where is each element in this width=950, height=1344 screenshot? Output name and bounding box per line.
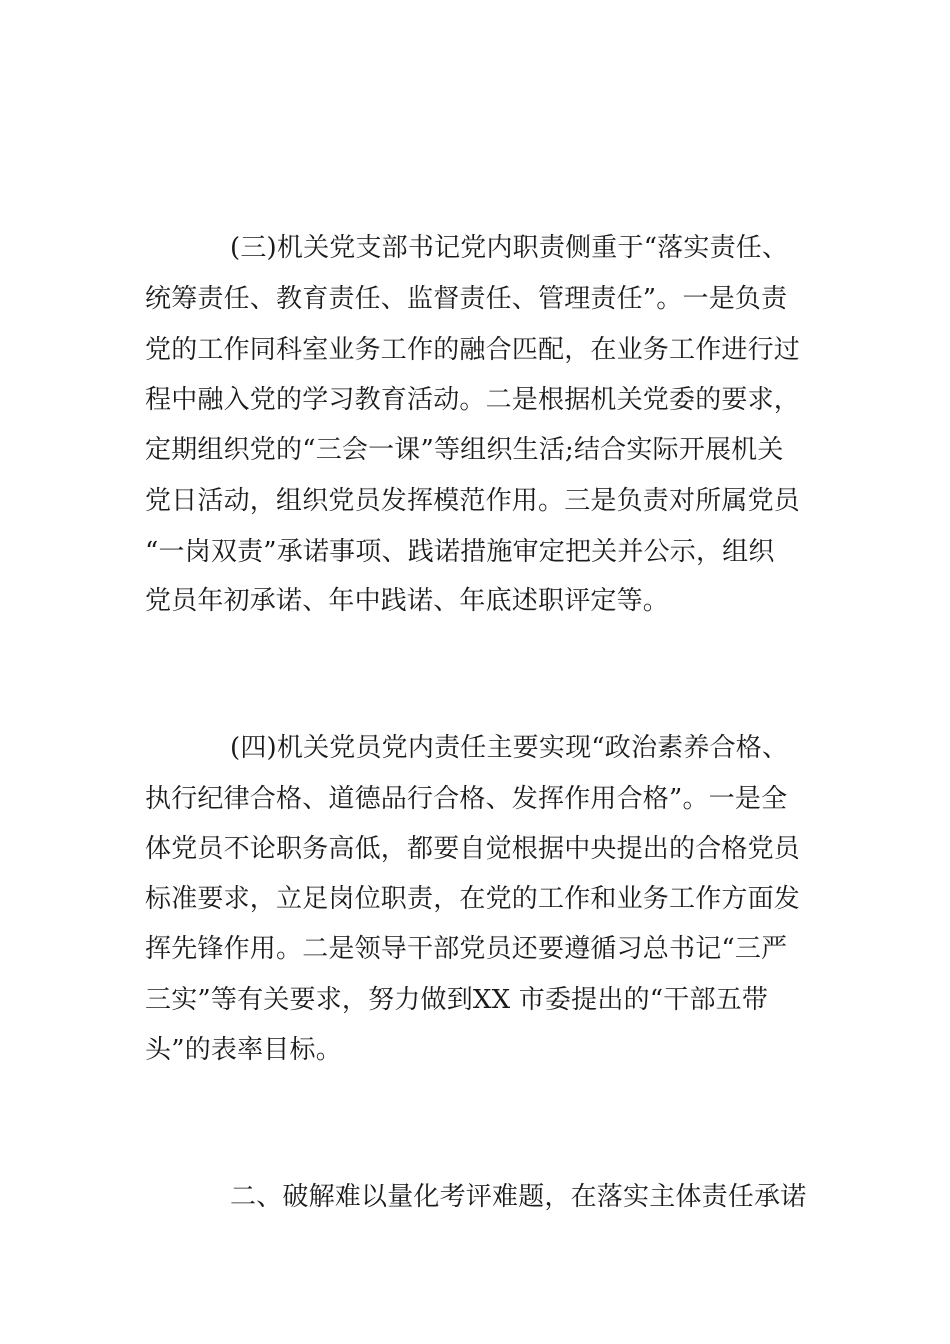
paragraph-2-line-5: 挥先锋作用。二是领导干部党员还要遵循习总书记“三严 <box>145 934 788 964</box>
paragraph-1-line-6: 党日活动，组织党员发挥模范作用。三是负责对所属党员 <box>145 486 801 516</box>
paragraph-2-line-1: (四)机关党员党内责任主要实现“政治素养合格、 <box>230 733 789 763</box>
paragraph-2-line-4: 标准要求，立足岗位职责，在党的工作和业务工作方面发 <box>145 884 801 914</box>
paragraph-1-line-7: “一岗双责”承诺事项、践诺措施审定把关并公示，组织 <box>145 537 775 567</box>
section-heading-line-1: 二、破解难以量化考评难题，在落实主体责任承诺 <box>230 1182 807 1212</box>
paragraph-1-line-4: 程中融入党的学习教育活动。二是根据机关党委的要求， <box>145 385 801 415</box>
paragraph-2-line-2: 执行纪律合格、道德品行合格、发挥作用合格”。一是全 <box>145 784 788 814</box>
paragraph-1-line-2: 统筹责任、教育责任、监督责任、管理责任”。一是负责 <box>145 284 788 314</box>
paragraph-1-line-1: (三)机关党支部书记党内职责侧重于“落实责任、 <box>230 233 789 263</box>
paragraph-1-line-8: 党员年初承诺、年中践诺、年底述职评定等。 <box>145 586 670 616</box>
paragraph-1-line-5: 定期组织党的“三会一课”等组织生活;结合实际开展机关 <box>145 435 784 465</box>
paragraph-1-line-3: 党的工作同科室业务工作的融合匹配，在业务工作进行过 <box>145 335 801 365</box>
paragraph-2-line-7: 头”的表率目标。 <box>145 1035 342 1065</box>
paragraph-2-line-3: 体党员不论职务高低，都要自觉根据中央提出的合格党员 <box>145 834 801 864</box>
paragraph-2-line-6: 三实”等有关要求，努力做到XX 市委提出的“干部五带 <box>145 985 769 1015</box>
